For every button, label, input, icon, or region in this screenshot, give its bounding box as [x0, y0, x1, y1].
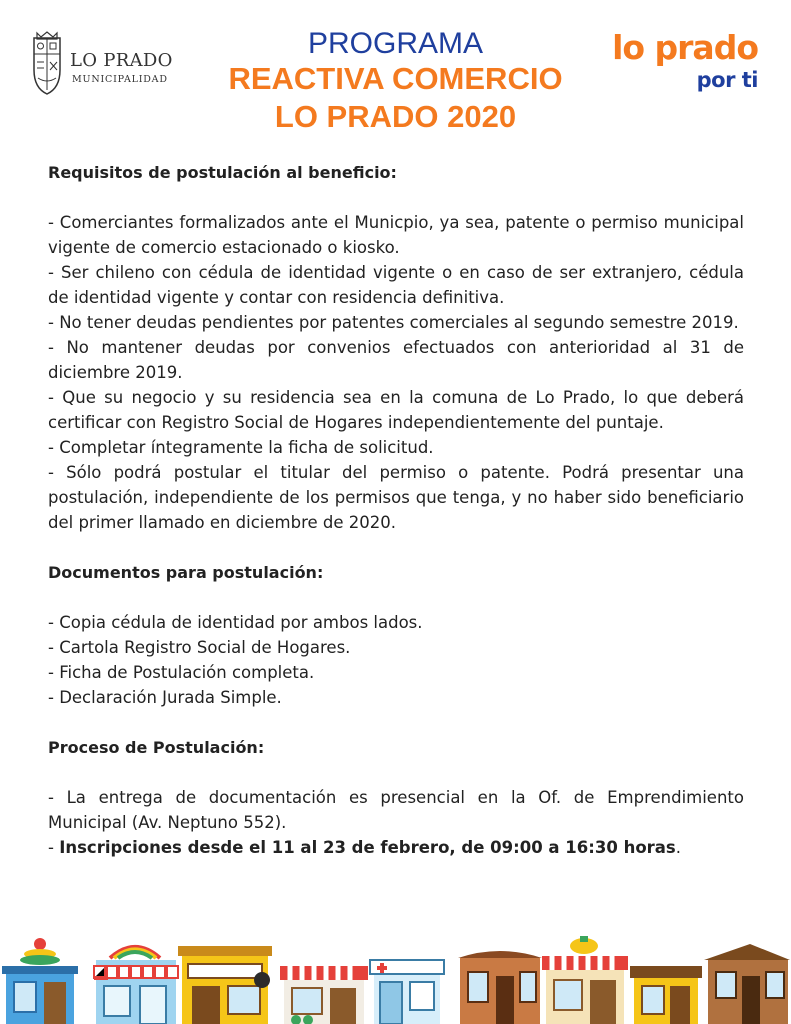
municipal-logo-subtitle: MUNICIPALIDAD: [72, 74, 168, 85]
list-item: - Declaración Jurada Simple.: [48, 688, 282, 707]
storefront-2: [94, 947, 178, 1024]
title-line-1: PROGRAMA: [307, 27, 484, 60]
storefront-6: [458, 951, 542, 1024]
list-item: - La entrega de documentación es presencial en la Of. de Emprendimiento Municipal (Av. Neptuno 552).: [48, 788, 744, 832]
list-item: - Completar íntegramente la ficha de solicitud.: [48, 438, 434, 457]
documentos-list: [48, 610, 744, 710]
brand-logo: [596, 28, 766, 98]
list-item: - Que su negocio y su residencia sea en la comuna de Lo Prado, lo que deberá certificar con Registro Social de Hogares independientemente del puntaje.: [48, 388, 744, 432]
brand-logo-main: lo prado: [612, 28, 758, 67]
list-item: - Ficha de Postulación completa.: [48, 663, 315, 682]
storefront-3: [178, 946, 272, 1024]
requisitos-title: Requisitos de postulación al beneficio:: [48, 163, 397, 182]
list-item-prefix: -: [48, 838, 60, 857]
title-line-3: LO PRADO 2020: [274, 99, 517, 134]
storefront-1: [2, 938, 78, 1024]
list-item: - Copia cédula de identidad por ambos lados.: [48, 613, 423, 632]
proceso-list: [48, 785, 744, 860]
crest-icon: [28, 30, 66, 96]
inscripciones-highlight: Inscripciones desde el 11 al 23 de febrero, de 09:00 a 16:30 horas: [59, 838, 676, 857]
storefront-8: [630, 966, 702, 1024]
documentos-title: Documentos para postulación:: [48, 563, 324, 582]
list-item: [48, 835, 744, 860]
page-title: [198, 28, 593, 136]
list-item: - Ser chileno con cédula de identidad vigente o en caso de ser extranjero, cédula de identidad vigente y contar con residencia definitiva.: [48, 263, 744, 307]
storefront-9: [704, 944, 790, 1024]
list-item: - Cartola Registro Social de Hogares.: [48, 638, 351, 657]
municipal-logo-name: LO PRADO: [70, 50, 173, 71]
title-line-2: REACTIVA COMERCIO: [228, 61, 563, 96]
brand-logo-sub: por ti: [696, 68, 758, 92]
list-item: - No tener deudas pendientes por patentes comerciales al segundo semestre 2019.: [48, 313, 739, 332]
storefront-4: [280, 966, 368, 1024]
proceso-title: Proceso de Postulación:: [48, 738, 265, 757]
list-item: - No mantener deudas por convenios efectuados con anterioridad al 31 de diciembre 2019.: [48, 338, 744, 382]
storefront-7: [542, 936, 628, 1024]
list-item: - Sólo podrá postular el titular del permiso o patente. Podrá presentar una postulación, independiente de los permisos que tenga, y no haber sido beneficiario del primer llamado en diciembre de 2020.: [48, 463, 744, 532]
storefront-5: [370, 960, 444, 1024]
document-body: [48, 160, 744, 860]
municipal-logo: [28, 30, 178, 100]
list-item: - Comerciantes formalizados ante el Municpio, ya sea, patente o permiso municipal vigente de comercio estacionado o kiosko.: [48, 213, 744, 257]
storefronts-illustration: [0, 936, 791, 1024]
requisitos-list: [48, 210, 744, 535]
list-item-suffix: .: [675, 838, 681, 857]
